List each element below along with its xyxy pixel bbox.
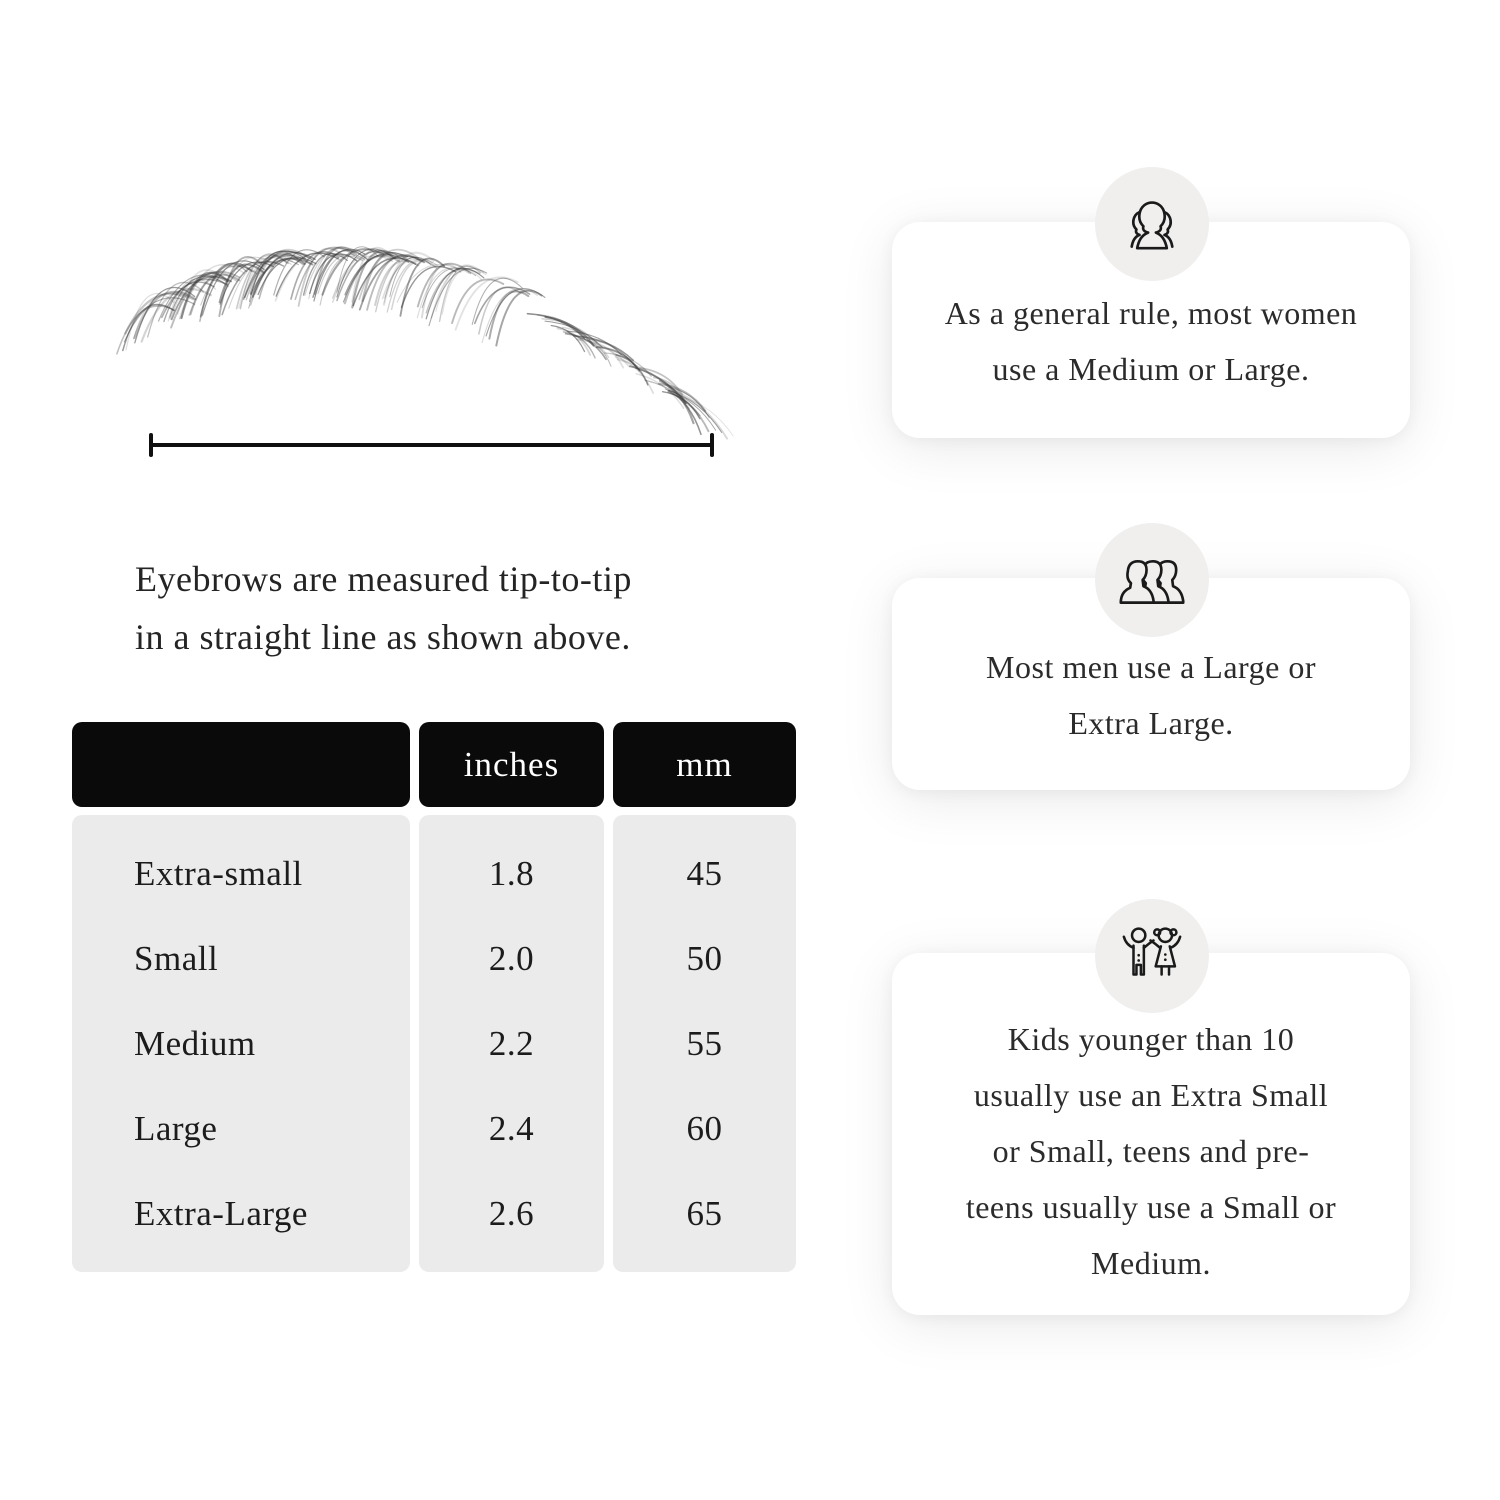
size-row-mm: 55 — [686, 1024, 723, 1063]
inches-column — [419, 815, 604, 1272]
women-group-icon — [1113, 192, 1191, 256]
size-table-body — [72, 815, 796, 1272]
kids-pair-icon — [1115, 922, 1189, 990]
eyebrow-illustration — [105, 226, 725, 431]
measurement-caption — [135, 551, 775, 666]
caption-line-2: in a straight line as shown above. — [135, 616, 631, 657]
mm-column-header: mm — [613, 722, 796, 807]
card-women-text: As a general rule, most women use a Medium or Large. — [944, 295, 1358, 387]
size-row-inches: 2.6 — [488, 1194, 535, 1233]
size-name-column — [72, 815, 410, 1272]
men-group-icon — [1113, 548, 1191, 612]
size-row-inches: 2.2 — [488, 1024, 535, 1063]
size-row-mm: 45 — [686, 854, 723, 893]
size-row-label: Extra-small — [134, 854, 303, 893]
measurement-line — [150, 443, 713, 447]
size-row-inches: 1.8 — [488, 854, 535, 893]
caption-line-1: Eyebrows are measured tip-to-tip — [135, 559, 632, 599]
size-column-header — [72, 722, 410, 807]
card-kids-text: Kids younger than 10 usually use an Extra Small or Small, teens and pre-teens usually use a Small or Medium. — [965, 1021, 1337, 1281]
size-row-label: Large — [134, 1109, 218, 1148]
card-men-icon-circle — [1095, 523, 1209, 637]
size-row-inches: 2.0 — [488, 939, 535, 978]
size-row-mm: 50 — [686, 939, 723, 978]
size-row-label: Small — [134, 939, 219, 978]
card-kids-icon-circle — [1095, 899, 1209, 1013]
size-row-label: Extra-Large — [134, 1194, 308, 1233]
size-row-inches: 2.4 — [488, 1109, 535, 1148]
inches-column-header: inches — [419, 722, 604, 807]
size-row-label: Medium — [134, 1024, 256, 1063]
size-table — [72, 722, 796, 1272]
mm-column — [613, 815, 796, 1272]
size-row-mm: 60 — [686, 1109, 723, 1148]
size-table-header-row — [72, 722, 796, 807]
size-row-mm: 65 — [686, 1194, 723, 1233]
card-women-icon-circle — [1095, 167, 1209, 281]
card-men-text: Most men use a Large or Extra Large. — [986, 649, 1316, 741]
